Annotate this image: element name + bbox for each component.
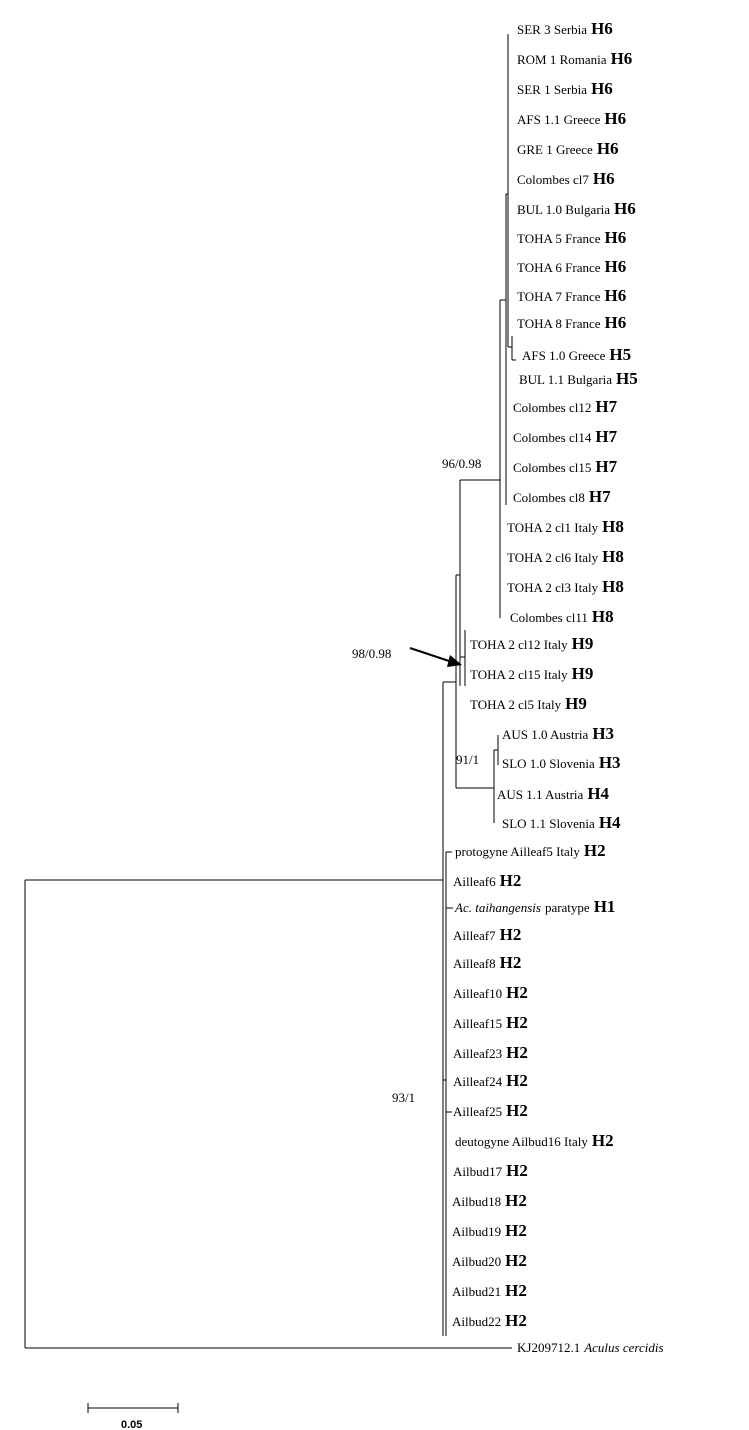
- leaf-label: Ailbud20 H2: [452, 1251, 527, 1270]
- leaf-label: Ailleaf23 H2: [453, 1043, 528, 1062]
- leaf-label: deutogyne Ailbud16 Italy H2: [455, 1131, 614, 1150]
- leaf-label: BUL 1.1 Bulgaria H5: [519, 369, 638, 388]
- support-values: [352, 456, 481, 1105]
- leaf-label: Ailbud22 H2: [452, 1311, 527, 1330]
- leaf-label: TOHA 2 cl5 Italy H9: [470, 694, 587, 713]
- leaf-label: Ac. taihangensis paratype H1: [455, 897, 616, 916]
- leaf-label: TOHA 2 cl1 Italy H8: [507, 517, 624, 536]
- leaf-label: Colombes cl12 H7: [513, 397, 618, 416]
- leaf-label: Colombes cl7 H6: [517, 169, 615, 188]
- leaf-label: TOHA 2 cl12 Italy H9: [470, 634, 594, 653]
- leaf-label: SER 1 Serbia H6: [517, 79, 613, 98]
- scale-bar-label: 0.05: [121, 1419, 143, 1430]
- leaf-label: Ailbud18 H2: [452, 1191, 527, 1210]
- leaf-label: Colombes cl14 H7: [513, 427, 618, 446]
- leaf-label: Ailbud21 H2: [452, 1281, 527, 1300]
- leaf-label: TOHA 7 France H6: [517, 286, 627, 305]
- leaf-label: TOHA 2 cl3 Italy H8: [507, 577, 624, 596]
- leaf-label: Ailleaf7 H2: [453, 925, 522, 944]
- leaf-label: SER 3 Serbia H6: [517, 19, 613, 38]
- leaf-label: Colombes cl11 H8: [510, 607, 614, 626]
- leaf-label: Ailleaf25 H2: [453, 1101, 528, 1120]
- leaf-label: SLO 1.0 Slovenia H3: [502, 753, 621, 772]
- leaf-label: Ailleaf8 H2: [453, 953, 522, 972]
- leaf-label: Colombes cl8 H7: [513, 487, 611, 506]
- leaf-label: AUS 1.1 Austria H4: [497, 784, 610, 803]
- support-value: 91/1: [456, 752, 480, 767]
- leaf-label: Ailleaf15 H2: [453, 1013, 528, 1032]
- leaf-label: protogyne Ailleaf5 Italy H2: [455, 841, 606, 860]
- tree-branches: [25, 29, 520, 1413]
- leaf-label: ROM 1 Romania H6: [517, 49, 633, 68]
- leaf-label: TOHA 6 France H6: [517, 257, 627, 276]
- leaf-label: Ailleaf10 H2: [453, 983, 528, 1002]
- leaf-label: TOHA 8 France H6: [517, 313, 627, 332]
- leaf-label: Ailbud19 H2: [452, 1221, 527, 1240]
- outgroup-label: KJ209712.1 Aculus cercidis: [517, 1340, 664, 1355]
- leaf-labels: [452, 19, 664, 1356]
- leaf-label: SLO 1.1 Slovenia H4: [502, 813, 621, 832]
- leaf-label: TOHA 5 France H6: [517, 228, 627, 247]
- leaf-label: GRE 1 Greece H6: [517, 139, 619, 158]
- leaf-label: AUS 1.0 Austria H3: [502, 724, 615, 743]
- support-value: 98/0.98: [352, 646, 392, 661]
- support-value: 96/0.98: [442, 456, 482, 471]
- leaf-label: Ailleaf6 H2: [453, 871, 522, 890]
- leaf-label: AFS 1.1 Greece H6: [517, 109, 627, 128]
- leaf-label: Ailbud17 H2: [453, 1161, 528, 1180]
- leaf-label: TOHA 2 cl15 Italy H9: [470, 664, 594, 683]
- leaf-label: Ailleaf24 H2: [453, 1071, 528, 1090]
- leaf-label: TOHA 2 cl6 Italy H8: [507, 547, 624, 566]
- leaf-label: AFS 1.0 Greece H5: [522, 345, 632, 364]
- leaf-label: BUL 1.0 Bulgaria H6: [517, 199, 636, 218]
- leaf-label: Colombes cl15 H7: [513, 457, 618, 476]
- support-value: 93/1: [392, 1090, 416, 1105]
